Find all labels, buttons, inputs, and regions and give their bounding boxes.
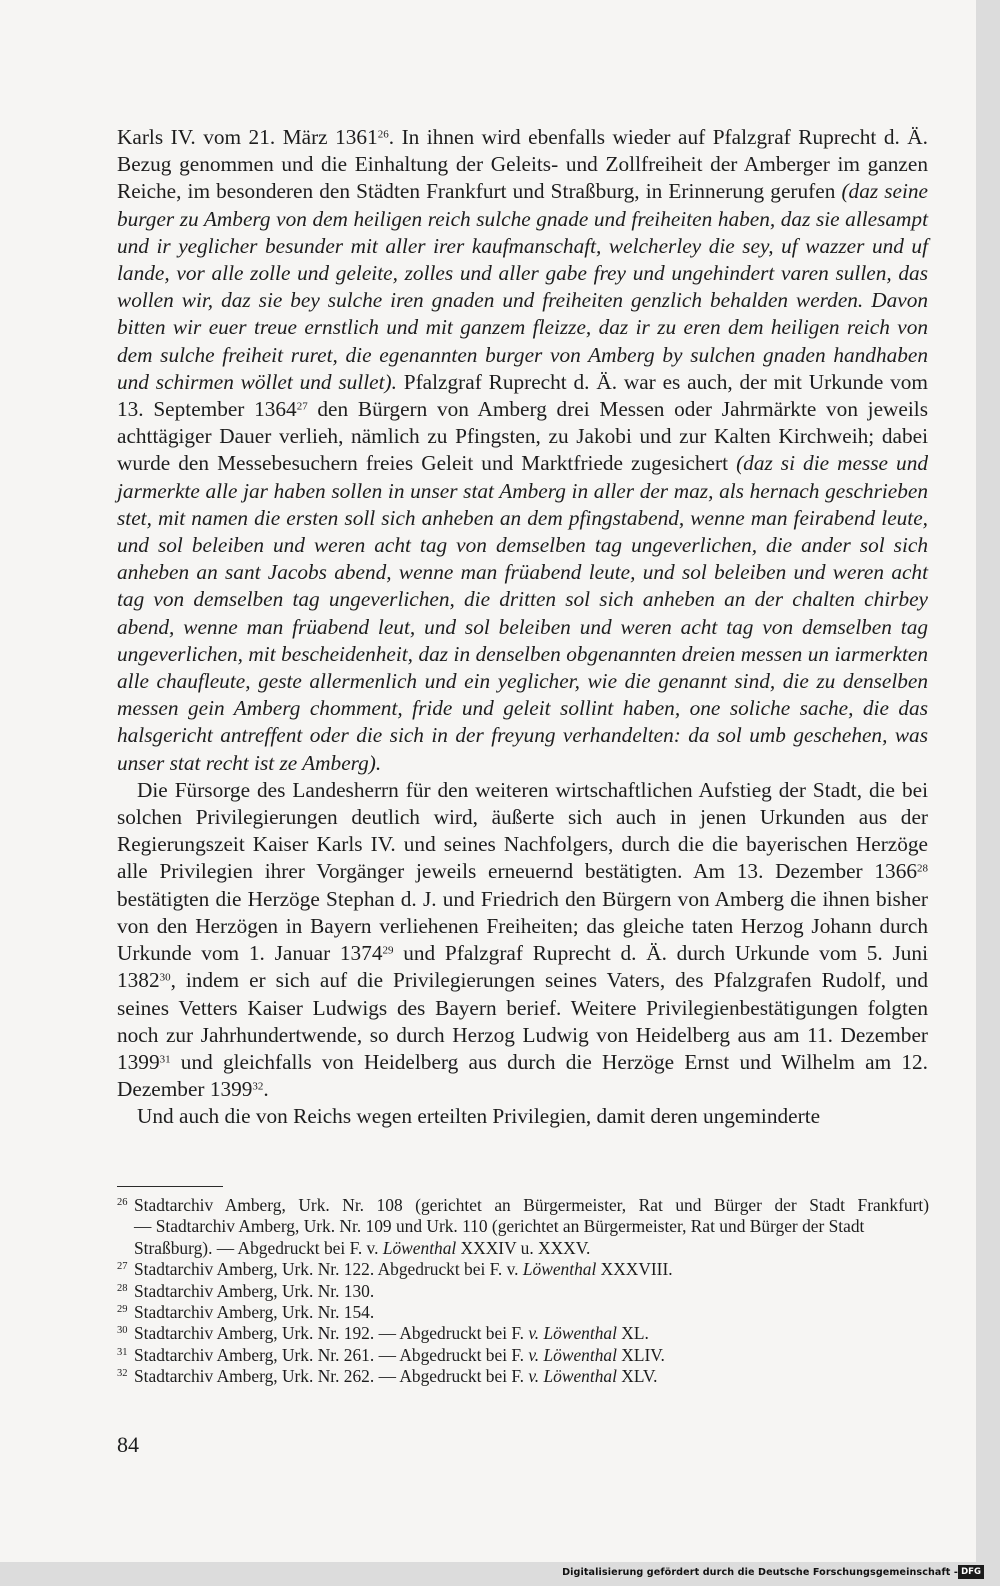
page-number: 84 — [117, 1432, 139, 1457]
italic-quotation: v. Löwenthal — [528, 1344, 617, 1365]
italic-quotation: Löwenthal — [382, 1237, 457, 1258]
footnotes — [117, 1195, 929, 1388]
text-run: XLV. — [616, 1366, 658, 1387]
footnote — [117, 1259, 929, 1280]
text-run: Stadtarchiv Amberg, Urk. Nr. 130. — [134, 1280, 375, 1301]
text-run: — Stadtarchiv Amberg, Urk. Nr. 109 und Urk. 110 (gerichtet an Bürgermeister, Rat und Bürger der Stadt Straßburg). — Abgedruckt bei F. v. — [134, 1216, 865, 1258]
footnote — [117, 1281, 929, 1302]
footnote-divider — [117, 1186, 223, 1187]
italic-quotation: (daz seine burger zu Amberg von dem heiligen reich sulche gnade und freiheiten haben, daz sie allesampt und ir yeglicher besunder mit aller irer kaufmanschaft, welcherley die sey, uf wazzer und uf lande, vor alle zolle und geleite, zolles und aller gabe frey und ungehindert varen sullen, das wollen wir, daz sie bey sulche iren gnaden und freiheiten genzlich behalden werden. Davon bitten wir euer treue ernstlich und mit ganzem fleizze, daz ir zu eren dem heiligen reich von dem sulche freiheit ruret, die egenannten burger von Amberg by sulchen gnaden handhaben und schirmen wöllet und sullet). — [117, 179, 928, 394]
text-run: Karls IV. vom 21. März 1361 — [117, 125, 378, 149]
footnote-text — [134, 1345, 929, 1366]
footnote-reference: 28 — [917, 862, 928, 875]
footnote-text — [134, 1281, 929, 1302]
text-run: XLIV. — [616, 1344, 665, 1365]
text-run: . — [263, 1077, 269, 1102]
footnote-text — [134, 1259, 929, 1280]
footnote-reference: 26 — [377, 128, 389, 141]
text-run: XXXIV u. XXXV. — [456, 1237, 591, 1258]
text-run: Und auch die von Reichs wegen erteilten Privilegien, damit deren ungeminderte — [137, 1104, 821, 1129]
footnote-line — [134, 1259, 929, 1280]
footnote-reference: 31 — [159, 1053, 171, 1066]
text-run: XXXVIII. — [596, 1259, 673, 1280]
text-run: Stadtarchiv Amberg, Urk. Nr. 108 (gerichtet an Bürgermeister, Rat und Bürger der Stadt Frankfurt) — [134, 1195, 929, 1215]
footnote-number: 29 — [117, 1304, 128, 1316]
italic-quotation: (daz si die messe und jarmerkte alle jar haben sollen in unser stat Amberg in aller der maz, als hernach geschrieben stet, mit namen die ersten soll sich anheben an dem pfingstabend, wenne man feirabend leute, und sol beleiben und weren acht tag von demselben tag ungeverlichen, die ander sol sich anheben an sant Jacobs abend, wenne man früabend leute, und sol beleiben und weren acht tag von demselben tag ungeverlichen, die dritten sol sich anheben an der chalten chirbey abend, wenne man früabend leut, und sol beleiben und weren acht tag von demselben tag ungeverlichen, mit bescheidenheit, daz in denselben obgenannten dreien messen un iarmerkten alle chaufleute, geste allermenlich und ein yeglicher, wie die genannt sind, die zu denselben messen gein Amberg chomment, fride und geleit sollint haben, one soliche sache, die das halsgericht antreffent oder die sich in der freyung verhandelten: da sol umb geschehen, was unser stat recht ist ze Amberg). — [117, 451, 928, 775]
footnote-line — [134, 1302, 929, 1323]
footnote-text — [134, 1195, 929, 1259]
text-run: Stadtarchiv Amberg, Urk. Nr. 261. — Abgedruckt bei F. — [134, 1344, 529, 1365]
footnote-line — [134, 1323, 929, 1344]
text-run: Stadtarchiv Amberg, Urk. Nr. 192. — Abgedruckt bei F. — [134, 1323, 529, 1344]
footnote-number: 28 — [117, 1282, 128, 1294]
footnote-reference: 30 — [159, 971, 171, 984]
footnote — [117, 1345, 929, 1366]
footnote-line — [134, 1281, 929, 1302]
footnote-reference: 32 — [252, 1080, 264, 1093]
footnote-number: 30 — [117, 1325, 128, 1337]
text-run: und Pfalzgraf Ruprecht d. Ä. durch Urkunde vom 5. Juni 1382 — [117, 941, 928, 993]
footnote-text — [134, 1323, 929, 1344]
footnote-reference: 27 — [296, 400, 308, 413]
footnote-line — [134, 1216, 929, 1259]
main-text — [117, 124, 928, 1131]
text-run: bestätigten die Herzöge Stephan d. J. und Friedrich den Bürgern von Amberg die ihnen bisher von den Herzögen in Bayern verliehenen Freiheiten; das gleiche taten Herzog Johann durch Urkunde vom 1. Januar 1374 — [117, 886, 928, 966]
footnote — [117, 1323, 929, 1344]
footnote-number: 27 — [117, 1261, 128, 1273]
footnote-text — [134, 1366, 929, 1387]
text-run: und gleichfalls von Heidelberg aus durch die Herzöge Ernst und Wilhelm am 12. Dezember 1399 — [117, 1049, 928, 1102]
footnote-number: 26 — [117, 1197, 128, 1208]
text-run: XL. — [616, 1323, 649, 1344]
footnote-reference: 29 — [382, 944, 394, 957]
text-run: Die Fürsorge des Landesherrn für den weiteren wirtschaftlichen Aufstieg der Stadt, die bei solchen Privilegierungen deutlich wird, äußerte sich auch in jenen Urkunden aus der Regierungszeit Kaiser Karls IV. und seines Nachfolgers, durch die die bayerischen Herzöge alle Privilegien ihrer Vorgänger jeweils erneuernd bestätigten. Am 13. Dezember 1366 — [117, 777, 928, 884]
paragraph — [117, 1103, 928, 1130]
footnote — [117, 1302, 929, 1323]
paragraph — [117, 124, 928, 777]
text-run: Stadtarchiv Amberg, Urk. Nr. 122. Abgedruckt bei F. v. — [134, 1259, 523, 1280]
footnote-text — [134, 1302, 929, 1323]
text-run: . In ihnen wird ebenfalls wieder auf Pfalzgraf Ruprecht d. Ä. Bezug genommen und die Einhaltung der Geleits- und Zollfreiheit der Amberger im ganzen Reiche, im besonderen den Städten Frankfurt und Straßburg, in Erinnerung gerufen — [117, 125, 929, 204]
paragraph — [117, 777, 928, 1103]
text-run: den Bürgern von Amberg drei Messen oder Jahrmärkte von jeweils achttägiger Dauer verlieh, nämlich zu Pfingsten, zu Jakobi und zur Kalten Kirchweih; dabei wurde den Messebesuchern freies Geleit und Marktfriede zugesichert — [117, 397, 928, 476]
footnote-number: 32 — [117, 1368, 128, 1380]
footnote-line — [134, 1345, 929, 1366]
dfg-logo: DFG — [958, 1565, 984, 1579]
footnote-line — [134, 1195, 929, 1216]
digitization-credit: Digitalisierung gefördert durch die Deutsche Forschungsgemeinschaft - — [562, 1567, 958, 1578]
footnote — [117, 1366, 929, 1387]
italic-quotation: Löwenthal — [522, 1259, 597, 1280]
footnote-number: 31 — [117, 1346, 128, 1358]
italic-quotation: v. Löwenthal — [528, 1366, 617, 1387]
text-run: Stadtarchiv Amberg, Urk. Nr. 154. — [134, 1302, 375, 1323]
footnote — [117, 1195, 929, 1259]
text-run: Pfalzgraf Ruprecht d. Ä. war es auch, der mit Urkunde vom 13. September 1364 — [117, 369, 929, 422]
text-run: Stadtarchiv Amberg, Urk. Nr. 262. — Abgedruckt bei F. — [134, 1366, 529, 1387]
text-run: , indem er sich auf die Privilegierungen seines Vaters, des Pfalzgrafen Rudolf, und seines Vetters Kaiser Ludwigs des Bayern berief. Weitere Privilegienbestätigungen folgten noch zur Jahrhundertwende, so durch Herzog Ludwig von Heidelberg aus am 11. Dezember 1399 — [117, 968, 928, 1074]
footnote-line — [134, 1366, 929, 1387]
italic-quotation: v. Löwenthal — [528, 1323, 617, 1344]
